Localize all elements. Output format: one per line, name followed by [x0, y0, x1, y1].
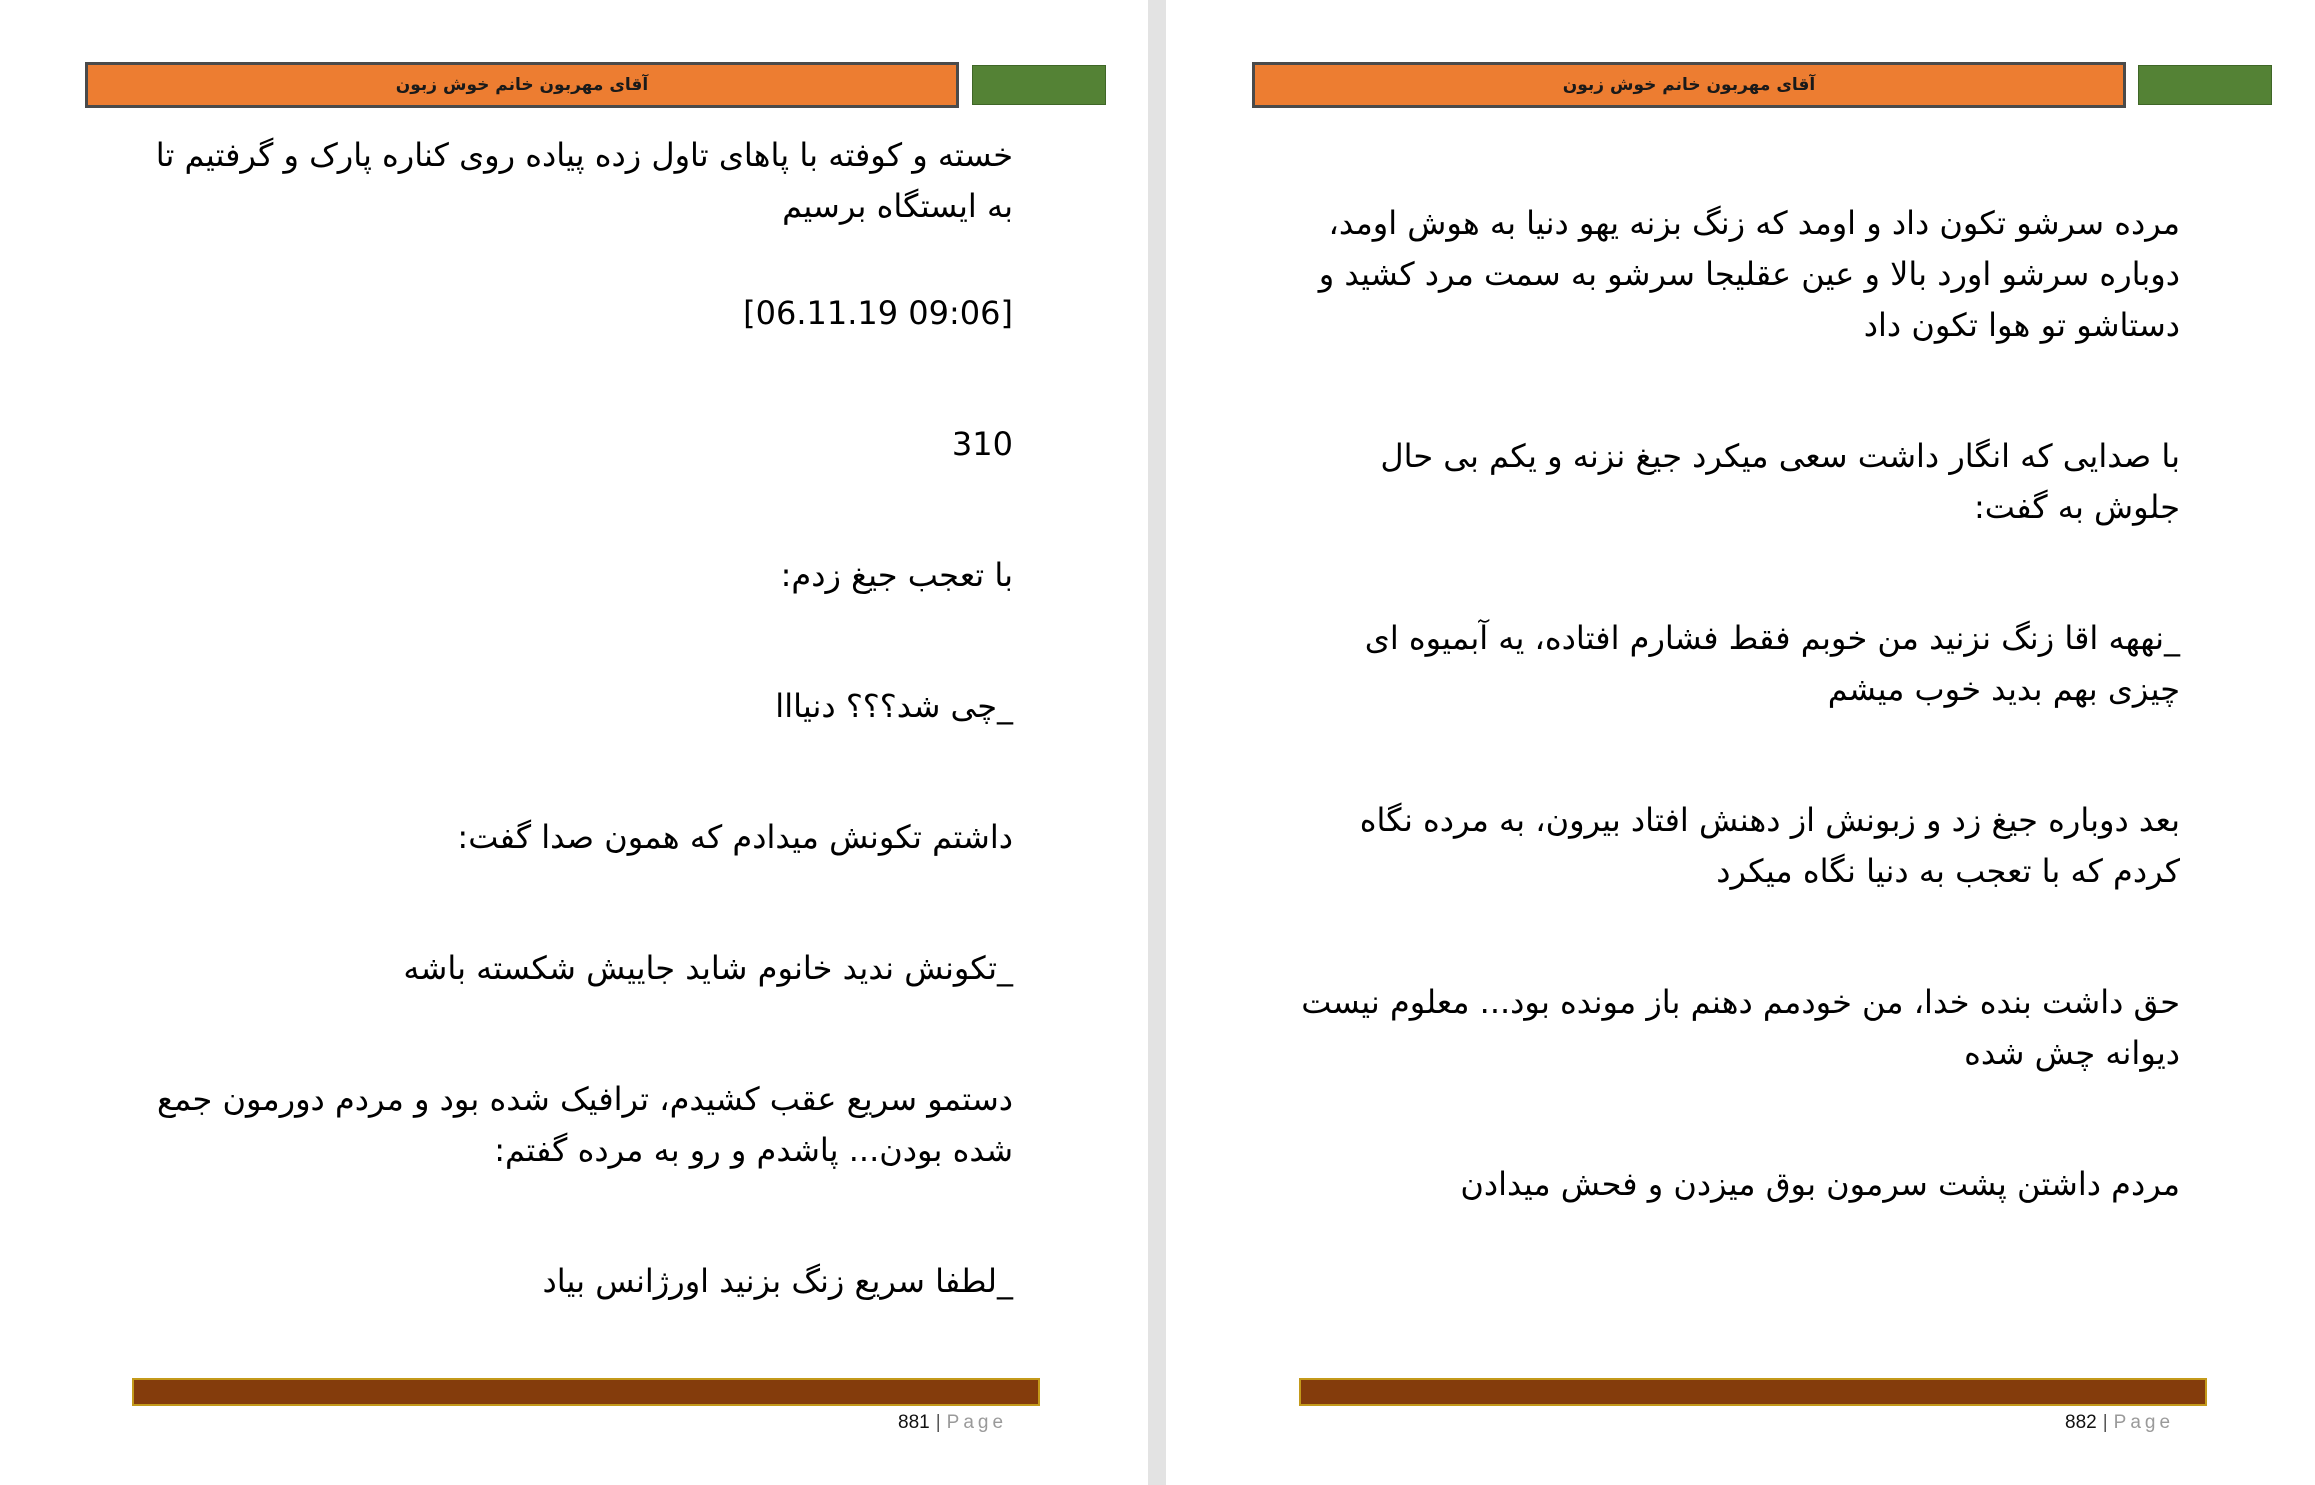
paragraph: دستمو سریع عقب کشیدم، ترافیک شده بود و مردم دورمون جمع شده بودن... پاشدم و رو به مرده گفتم: [156, 1080, 1013, 1169]
paragraph: 310 [951, 425, 1013, 463]
footer-bar [1299, 1378, 2207, 1406]
paragraph: حق داشت بنده خدا، من خودمم دهنم باز مونده بود... معلوم نیست دیوانه چش شده [1301, 983, 2180, 1072]
page-881 [0, 0, 1148, 1485]
page-882 [1166, 0, 2315, 1485]
page-number-separator: | [2102, 1412, 2108, 1433]
paragraph: مرده سرشو تکون داد و اومد که زنگ بزنه یهو دنیا به هوش اومد، دوباره سرشو اورد بالا و عین عقلیجا سرشو به سمت مرد کشید و دستاشو تو هوا تکون داد [1318, 204, 2180, 344]
page-body [1300, 198, 2180, 1210]
paragraph: بعد دوباره جیغ زد و زبونش از دهنش افتاد بیرون، به مرده نگاه کردم که با تعجب به دنیا نگاه میکرد [1359, 801, 2180, 890]
page-number-value: 881 [898, 1412, 930, 1433]
running-header [1252, 62, 2126, 108]
paragraph: _نههه اقا زنگ نزنید من خوبم فقط فشارم افتاده، یه آبمیوه ای چیزی بهم بدید خوب میشم [1364, 619, 2180, 708]
paragraph: _لطفا سریع زنگ بزنید اورژانس بیاد [542, 1262, 1013, 1300]
footer-bar [132, 1378, 1040, 1406]
page-body [133, 130, 1013, 1307]
page-number [898, 1412, 1007, 1434]
running-header [85, 62, 959, 108]
page-number-separator: | [935, 1412, 941, 1433]
header-accent-block [2138, 65, 2272, 105]
page-label: Page [946, 1412, 1008, 1433]
header-title: آقای مهربون خانم خوش زبون [395, 75, 649, 95]
page-number-value: 882 [2065, 1412, 2097, 1433]
paragraph: با تعجب جیغ زدم: [780, 556, 1013, 594]
header-title: آقای مهربون خانم خوش زبون [1562, 75, 1816, 95]
paragraph: _چی شد؟؟؟ دنیااا [775, 687, 1013, 725]
paragraph: داشتم تکونش میدادم که همون صدا گفت: [457, 818, 1013, 856]
page-label: Page [2113, 1412, 2175, 1433]
header-accent-block [972, 65, 1106, 105]
page-number [2065, 1412, 2174, 1434]
paragraph: خسته و کوفته با پاهای تاول زده پیاده روی کناره پارک و گرفتیم تا به ایستگاه برسیم [155, 136, 1013, 225]
paragraph: با صدایی که انگار داشت سعی میکرد جیغ نزنه و یکم بی حال جلوش به گفت: [1380, 437, 2180, 526]
paragraph: _تکونش ندید خانوم شاید جاییش شکسته باشه [403, 949, 1013, 987]
paragraph: مردم داشتن پشت سرمون بوق میزدن و فحش میدادن [1460, 1165, 2180, 1203]
timestamp-paragraph: [06.11.19 09:06] [743, 294, 1013, 332]
